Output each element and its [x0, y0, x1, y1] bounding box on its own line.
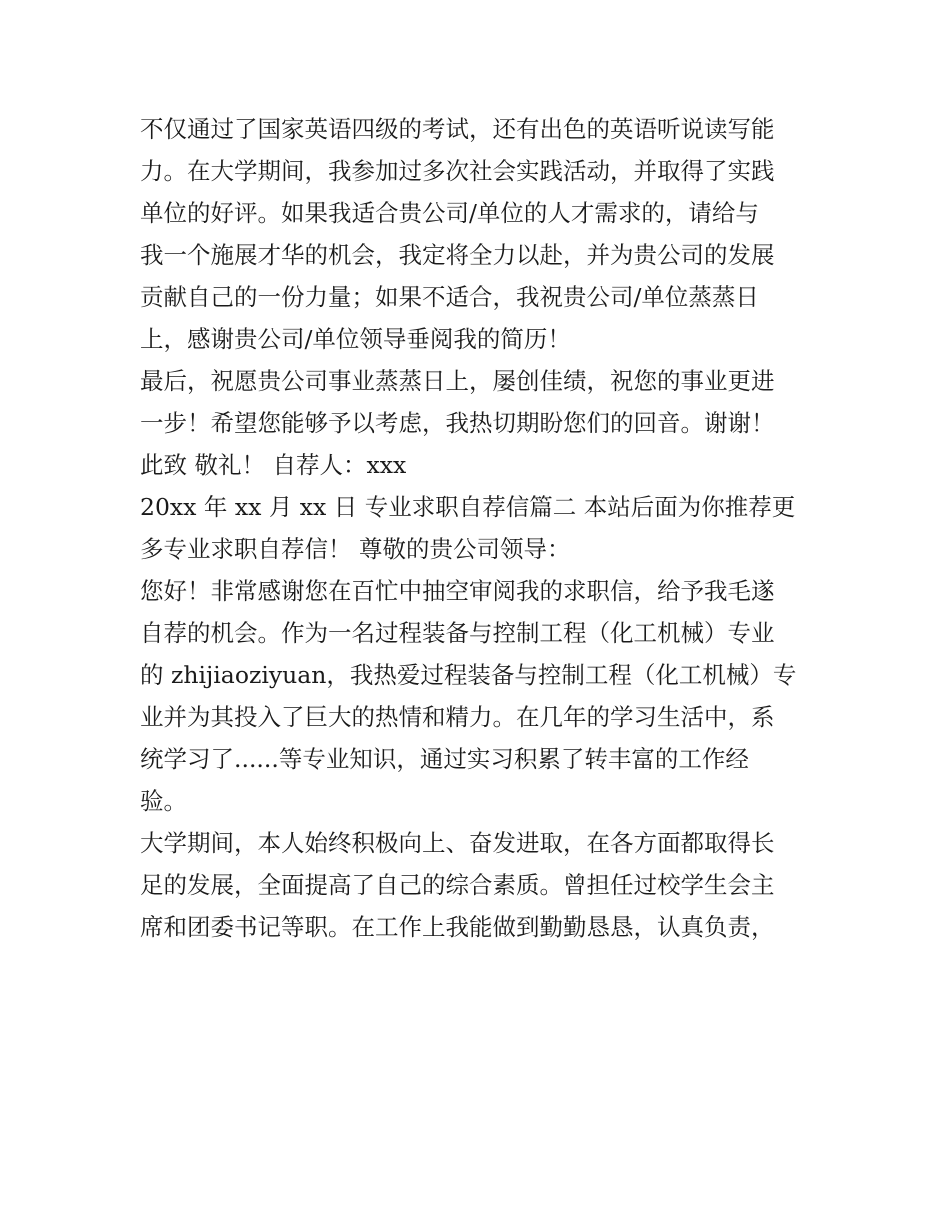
text-line: 验。: [140, 787, 187, 815]
document-body: [140, 108, 820, 948]
text-line: 席和团委书记等职。在工作上我能做到勤勤恳恳，认真负责，: [140, 913, 775, 941]
text-line: 最后，祝愿贵公司事业蒸蒸日上，屡创佳绩，祝您的事业更进: [140, 367, 775, 395]
text-line: 大学期间，本人始终积极向上、奋发进取，在各方面都取得长: [140, 829, 775, 857]
text-line: 您好！非常感谢您在百忙中抽空审阅我的求职信，给予我毛遂: [140, 577, 775, 605]
text-line: 我一个施展才华的机会，我定将全力以赴，并为贵公司的发展: [140, 241, 775, 269]
text-line: 足的发展，全面提高了自己的综合素质。曾担任过校学生会主: [140, 871, 775, 899]
text-line: 自荐的机会。作为一名过程装备与控制工程（化工机械）专业: [140, 619, 775, 647]
text-line: 上，感谢贵公司/单位领导垂阅我的简历！: [140, 325, 571, 353]
text-line: 贡献自己的一份力量；如果不适合，我祝贵公司/单位蒸蒸日: [140, 283, 759, 311]
text-line: 一步！希望您能够予以考虑，我热切期盼您们的回音。谢谢！: [140, 409, 775, 437]
text-line: 多专业求职自荐信！ 尊敬的贵公司领导：: [140, 535, 571, 563]
text-line: 业并为其投入了巨大的热情和精力。在几年的学习生活中，系: [140, 703, 775, 731]
text-line: 此致 敬礼！ 自荐人：xxx: [140, 451, 407, 479]
text-line: 力。在大学期间，我参加过多次社会实践活动，并取得了实践: [140, 157, 775, 185]
text-line: 不仅通过了国家英语四级的考试，还有出色的英语听说读写能: [140, 115, 775, 143]
text-line: 的 zhijiaoziyuan，我热爱过程装备与控制工程（化工机械）专: [140, 661, 797, 689]
text-line: 20xx 年 xx 月 xx 日 专业求职自荐信篇二 本站后面为你推荐更: [140, 493, 796, 521]
text-line: 统学习了......等专业知识，通过实习积累了转丰富的工作经: [140, 745, 749, 773]
text-line: 单位的好评。如果我适合贵公司/单位的人才需求的，请给与: [140, 199, 759, 227]
